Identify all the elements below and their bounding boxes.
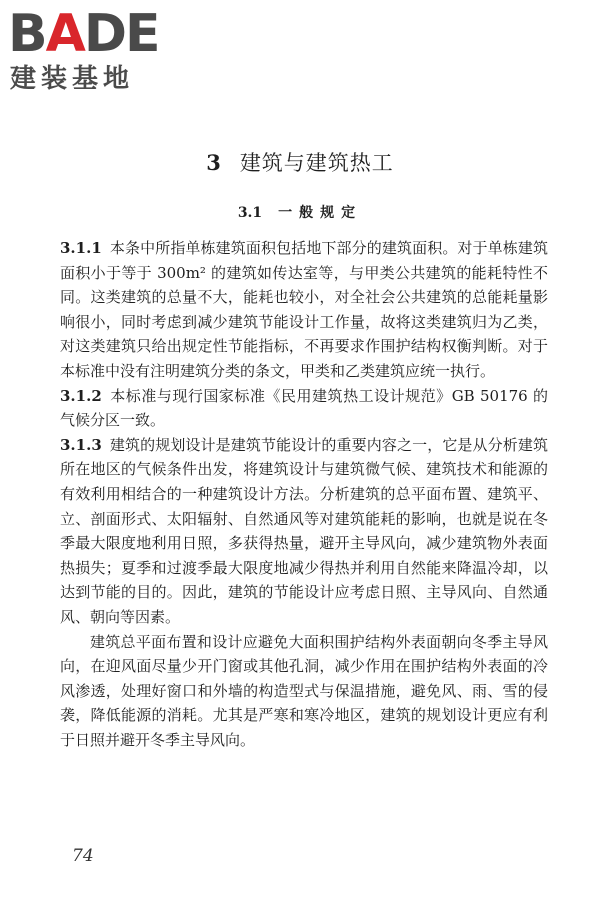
chapter-heading <box>0 148 600 178</box>
logo-letter-a: A <box>45 4 84 64</box>
clause-paragraph <box>60 236 548 384</box>
logo-letter-b: B <box>8 4 46 64</box>
chapter-number: 3 <box>206 150 222 175</box>
brand-logo <box>8 4 178 104</box>
clause-text: 本标准与现行国家标准《民用建筑热工设计规范》GB 50176 的气候分区一致。 <box>60 386 548 430</box>
body-paragraph: 建筑总平面布置和设计应避免大面积围护结构外表面朝向冬季主导风向，在迎风面尽量少开门窗或其他孔洞，减少作用在围护结构外表面的冷风渗透，处理好窗口和外墙的构造型式与保温措施，避免风、雨、雪的侵袭，降低能源的消耗。尤其是严寒和寒冷地区，建筑的规划设计更应有利于日照并避开冬季主导风向。 <box>60 632 548 749</box>
section-title: 一般规定 <box>278 205 363 221</box>
clause-paragraph <box>60 384 548 433</box>
clause-number: 3.1.1 <box>60 239 102 257</box>
section-heading <box>0 202 600 224</box>
logo-letters-de: DE <box>83 4 159 64</box>
clause-text: 本条中所指单栋建筑面积包括地下部分的建筑面积。对于单栋建筑面积小于等于 300m² 的建筑如传达室等，与甲类公共建筑的能耗特性不同。这类建筑的总量不大，能耗也较小，对全社会公共建筑的总能耗量影响很小，同时考虑到减少建筑节能设计工作量，故将这类建筑归为乙类，对这类建筑只给出规定性节能指标，不再要求作围护结构权衡判断。对于本标准中没有注明建筑分类的条文，甲类和乙类建筑应统一执行。 <box>60 239 548 380</box>
clause-paragraph <box>60 433 548 630</box>
logo-wordmark <box>8 4 159 64</box>
section-number: 3.1 <box>237 205 263 221</box>
clause-number: 3.1.2 <box>60 386 102 405</box>
page-number: 74 <box>72 846 94 866</box>
clause-text: 建筑的规划设计是建筑节能设计的重要内容之一，它是从分析建筑所在地区的气候条件出发，将建筑设计与建筑微气候、建筑技术和能源的有效利用相结合的一种建筑设计方法。分析建筑的总平面布置、建筑平、立、剖面形式、太阳辐射、自然通风等对建筑能耗的影响，也就是说在冬季最大限度地利用日照，多获得热量，避开主导风向，减少建筑物外表面热损失；夏季和过渡季最大限度地减少得热并利用自然能来降温冷却，以达到节能的目的。因此，建筑的节能设计应考虑日照、主导风向、自然通风、朝向等因素。 <box>60 435 548 626</box>
logo-tagline: 建装基地 <box>10 64 135 94</box>
clause-number: 3.1.3 <box>60 435 102 454</box>
body-text <box>60 236 548 752</box>
chapter-title: 建筑与建筑热工 <box>239 151 394 175</box>
